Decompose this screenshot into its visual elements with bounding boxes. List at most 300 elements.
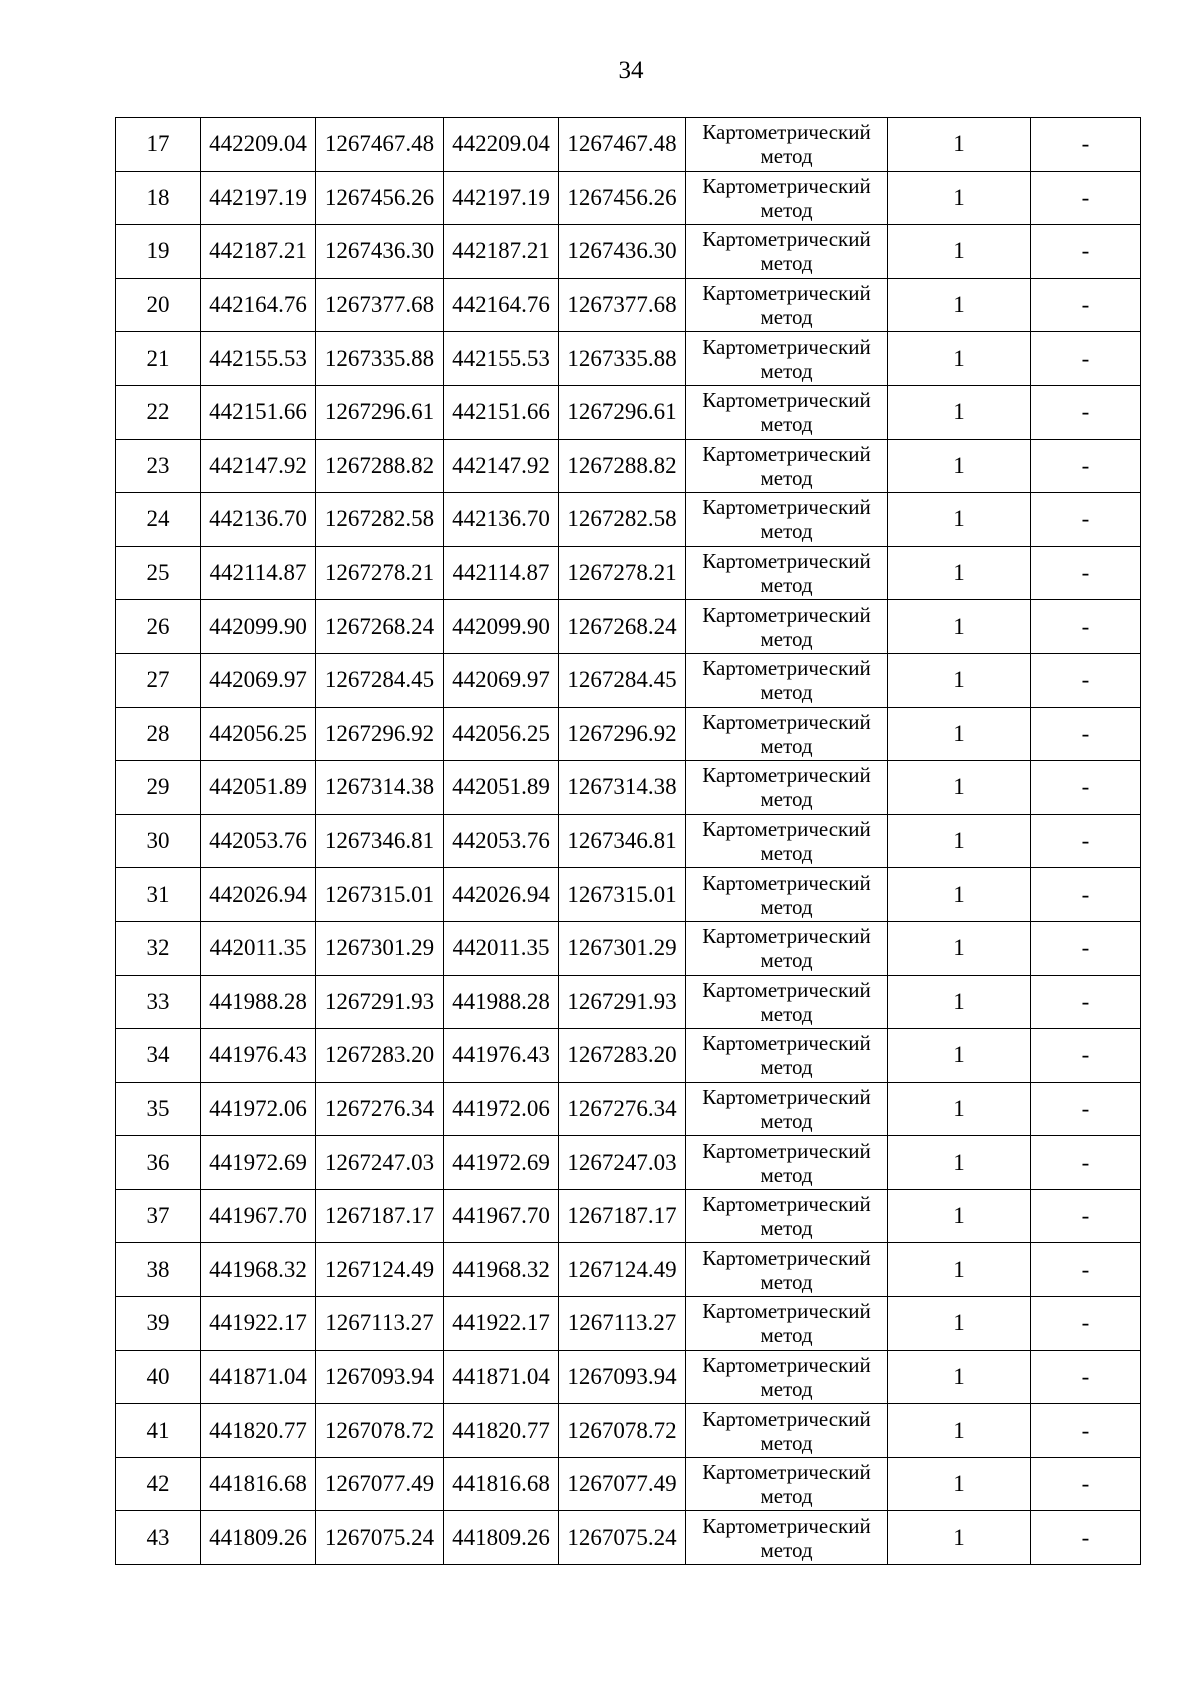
point-number-cell: 43	[116, 1511, 201, 1565]
existing-y-cell: 1267093.94	[316, 1350, 444, 1404]
table-row	[116, 118, 1141, 172]
existing-y-cell: 1267346.81	[316, 814, 444, 868]
accuracy-cell: 1	[888, 707, 1031, 761]
method-cell	[686, 653, 888, 707]
new-y-cell: 1267093.94	[559, 1350, 686, 1404]
page-number: 34	[618, 57, 644, 84]
point-number-cell: 26	[116, 600, 201, 654]
method-line: Картометрический	[702, 602, 871, 627]
new-x-cell: 442011.35	[444, 921, 559, 975]
new-y-cell: 1267075.24	[559, 1511, 686, 1565]
method-line: Картометрический	[702, 763, 871, 788]
note-cell: -	[1031, 171, 1141, 225]
new-y-cell: 1267301.29	[559, 921, 686, 975]
new-y-cell: 1267187.17	[559, 1189, 686, 1243]
point-number-cell: 17	[116, 118, 201, 172]
accuracy-cell: 1	[888, 546, 1031, 600]
method-line: Картометрический	[702, 495, 871, 520]
new-y-cell: 1267315.01	[559, 868, 686, 922]
table-row	[116, 707, 1141, 761]
method-line: Картометрический	[702, 977, 871, 1002]
point-number-cell: 28	[116, 707, 201, 761]
accuracy-cell: 1	[888, 868, 1031, 922]
existing-y-cell: 1267124.49	[316, 1243, 444, 1297]
note-cell: -	[1031, 1029, 1141, 1083]
new-x-cell: 442147.92	[444, 439, 559, 493]
existing-x-cell: 442136.70	[201, 493, 316, 547]
table-row	[116, 1243, 1141, 1297]
table-row	[116, 1029, 1141, 1083]
accuracy-cell: 1	[888, 1136, 1031, 1190]
new-x-cell: 442026.94	[444, 868, 559, 922]
existing-x-cell: 441809.26	[201, 1511, 316, 1565]
accuracy-cell: 1	[888, 1189, 1031, 1243]
method-cell	[686, 225, 888, 279]
accuracy-cell: 1	[888, 761, 1031, 815]
note-cell: -	[1031, 1404, 1141, 1458]
new-x-cell: 442164.76	[444, 278, 559, 332]
existing-x-cell: 442209.04	[201, 118, 316, 172]
accuracy-cell: 1	[888, 118, 1031, 172]
existing-x-cell: 442147.92	[201, 439, 316, 493]
new-y-cell: 1267291.93	[559, 975, 686, 1029]
note-cell: -	[1031, 1082, 1141, 1136]
new-x-cell: 441967.70	[444, 1189, 559, 1243]
point-number-cell: 38	[116, 1243, 201, 1297]
method-line: метод	[760, 733, 813, 758]
method-line: метод	[760, 680, 813, 705]
existing-x-cell: 441988.28	[201, 975, 316, 1029]
method-line: метод	[760, 1162, 813, 1187]
method-cell	[686, 921, 888, 975]
new-x-cell: 441820.77	[444, 1404, 559, 1458]
existing-x-cell: 441968.32	[201, 1243, 316, 1297]
note-cell: -	[1031, 332, 1141, 386]
table-row	[116, 1350, 1141, 1404]
point-number-cell: 19	[116, 225, 201, 279]
new-x-cell: 442114.87	[444, 546, 559, 600]
accuracy-cell: 1	[888, 1082, 1031, 1136]
new-y-cell: 1267278.21	[559, 546, 686, 600]
existing-y-cell: 1267077.49	[316, 1457, 444, 1511]
accuracy-cell: 1	[888, 439, 1031, 493]
table-row	[116, 921, 1141, 975]
existing-y-cell: 1267187.17	[316, 1189, 444, 1243]
new-x-cell: 441871.04	[444, 1350, 559, 1404]
note-cell: -	[1031, 1136, 1141, 1190]
new-x-cell: 442051.89	[444, 761, 559, 815]
note-cell: -	[1031, 707, 1141, 761]
point-number-cell: 29	[116, 761, 201, 815]
note-cell: -	[1031, 493, 1141, 547]
existing-x-cell: 441976.43	[201, 1029, 316, 1083]
method-cell	[686, 1511, 888, 1565]
method-line: метод	[760, 305, 813, 330]
point-number-cell: 34	[116, 1029, 201, 1083]
table-row	[116, 1457, 1141, 1511]
accuracy-cell: 1	[888, 225, 1031, 279]
point-number-cell: 22	[116, 385, 201, 439]
existing-x-cell: 441972.06	[201, 1082, 316, 1136]
method-cell	[686, 1404, 888, 1458]
method-cell	[686, 1029, 888, 1083]
table-row	[116, 868, 1141, 922]
point-number-cell: 27	[116, 653, 201, 707]
accuracy-cell: 1	[888, 1029, 1031, 1083]
method-cell	[686, 118, 888, 172]
method-line: метод	[760, 412, 813, 437]
method-cell	[686, 1082, 888, 1136]
method-line: Картометрический	[702, 388, 871, 413]
new-y-cell: 1267283.20	[559, 1029, 686, 1083]
table-row	[116, 653, 1141, 707]
accuracy-cell: 1	[888, 171, 1031, 225]
note-cell: -	[1031, 1189, 1141, 1243]
method-line: Картометрический	[702, 334, 871, 359]
new-y-cell: 1267288.82	[559, 439, 686, 493]
new-y-cell: 1267335.88	[559, 332, 686, 386]
existing-y-cell: 1267335.88	[316, 332, 444, 386]
new-y-cell: 1267276.34	[559, 1082, 686, 1136]
new-x-cell: 441968.32	[444, 1243, 559, 1297]
new-x-cell: 442053.76	[444, 814, 559, 868]
new-x-cell: 441816.68	[444, 1457, 559, 1511]
method-line: Картометрический	[702, 656, 871, 681]
method-line: Картометрический	[702, 1245, 871, 1270]
point-number-cell: 25	[116, 546, 201, 600]
table-row	[116, 385, 1141, 439]
method-cell	[686, 1136, 888, 1190]
new-x-cell: 442056.25	[444, 707, 559, 761]
existing-x-cell: 441871.04	[201, 1350, 316, 1404]
point-number-cell: 39	[116, 1297, 201, 1351]
method-line: метод	[760, 948, 813, 973]
accuracy-cell: 1	[888, 493, 1031, 547]
coordinates-table	[115, 117, 1141, 1565]
table-row	[116, 1404, 1141, 1458]
method-line: Картометрический	[702, 120, 871, 145]
new-x-cell: 441809.26	[444, 1511, 559, 1565]
point-number-cell: 20	[116, 278, 201, 332]
method-cell	[686, 332, 888, 386]
new-x-cell: 442069.97	[444, 653, 559, 707]
method-line: метод	[760, 1484, 813, 1509]
existing-x-cell: 441816.68	[201, 1457, 316, 1511]
table-row	[116, 814, 1141, 868]
table-row	[116, 1082, 1141, 1136]
existing-x-cell: 441967.70	[201, 1189, 316, 1243]
method-cell	[686, 1457, 888, 1511]
note-cell: -	[1031, 600, 1141, 654]
method-cell	[686, 1243, 888, 1297]
accuracy-cell: 1	[888, 332, 1031, 386]
point-number-cell: 37	[116, 1189, 201, 1243]
note-cell: -	[1031, 118, 1141, 172]
method-cell	[686, 278, 888, 332]
existing-y-cell: 1267296.92	[316, 707, 444, 761]
table-row	[116, 439, 1141, 493]
existing-y-cell: 1267247.03	[316, 1136, 444, 1190]
method-line: метод	[760, 519, 813, 544]
method-line: метод	[760, 1376, 813, 1401]
new-y-cell: 1267456.26	[559, 171, 686, 225]
existing-x-cell: 442069.97	[201, 653, 316, 707]
method-line: Картометрический	[702, 817, 871, 842]
new-y-cell: 1267268.24	[559, 600, 686, 654]
existing-y-cell: 1267314.38	[316, 761, 444, 815]
table-row	[116, 332, 1141, 386]
existing-x-cell: 442051.89	[201, 761, 316, 815]
method-line: Картометрический	[702, 1031, 871, 1056]
method-line: Картометрический	[702, 1352, 871, 1377]
new-x-cell: 441988.28	[444, 975, 559, 1029]
method-cell	[686, 868, 888, 922]
method-cell	[686, 761, 888, 815]
existing-x-cell: 442187.21	[201, 225, 316, 279]
new-x-cell: 441976.43	[444, 1029, 559, 1083]
method-line: Картометрический	[702, 1138, 871, 1163]
existing-x-cell: 442164.76	[201, 278, 316, 332]
table-row	[116, 1511, 1141, 1565]
new-y-cell: 1267124.49	[559, 1243, 686, 1297]
existing-x-cell: 442099.90	[201, 600, 316, 654]
note-cell: -	[1031, 868, 1141, 922]
method-cell	[686, 975, 888, 1029]
point-number-cell: 36	[116, 1136, 201, 1190]
existing-y-cell: 1267467.48	[316, 118, 444, 172]
method-line: метод	[760, 1323, 813, 1348]
point-number-cell: 18	[116, 171, 201, 225]
table-row	[116, 600, 1141, 654]
new-y-cell: 1267284.45	[559, 653, 686, 707]
method-line: метод	[760, 1108, 813, 1133]
method-cell	[686, 1297, 888, 1351]
point-number-cell: 41	[116, 1404, 201, 1458]
method-line: метод	[760, 1001, 813, 1026]
existing-x-cell: 442053.76	[201, 814, 316, 868]
table-row	[116, 171, 1141, 225]
table-row	[116, 975, 1141, 1029]
existing-x-cell: 442155.53	[201, 332, 316, 386]
new-y-cell: 1267467.48	[559, 118, 686, 172]
note-cell: -	[1031, 1511, 1141, 1565]
existing-y-cell: 1267377.68	[316, 278, 444, 332]
new-y-cell: 1267346.81	[559, 814, 686, 868]
new-y-cell: 1267282.58	[559, 493, 686, 547]
new-y-cell: 1267314.38	[559, 761, 686, 815]
point-number-cell: 23	[116, 439, 201, 493]
note-cell: -	[1031, 439, 1141, 493]
new-y-cell: 1267296.61	[559, 385, 686, 439]
new-y-cell: 1267296.92	[559, 707, 686, 761]
table-row	[116, 493, 1141, 547]
method-line: метод	[760, 573, 813, 598]
table-row	[116, 1189, 1141, 1243]
table-row	[116, 1136, 1141, 1190]
new-x-cell: 441922.17	[444, 1297, 559, 1351]
note-cell: -	[1031, 385, 1141, 439]
existing-x-cell: 442151.66	[201, 385, 316, 439]
note-cell: -	[1031, 653, 1141, 707]
existing-y-cell: 1267278.21	[316, 546, 444, 600]
method-line: метод	[760, 465, 813, 490]
table-row	[116, 1297, 1141, 1351]
new-x-cell: 442155.53	[444, 332, 559, 386]
new-x-cell: 442197.19	[444, 171, 559, 225]
table-row	[116, 225, 1141, 279]
note-cell: -	[1031, 1457, 1141, 1511]
point-number-cell: 24	[116, 493, 201, 547]
point-number-cell: 21	[116, 332, 201, 386]
point-number-cell: 42	[116, 1457, 201, 1511]
accuracy-cell: 1	[888, 814, 1031, 868]
existing-x-cell: 442011.35	[201, 921, 316, 975]
method-line: метод	[760, 251, 813, 276]
table-row	[116, 278, 1141, 332]
existing-x-cell: 442114.87	[201, 546, 316, 600]
existing-y-cell: 1267075.24	[316, 1511, 444, 1565]
point-number-cell: 32	[116, 921, 201, 975]
method-cell	[686, 385, 888, 439]
note-cell: -	[1031, 225, 1141, 279]
method-cell	[686, 707, 888, 761]
method-line: метод	[760, 1269, 813, 1294]
existing-y-cell: 1267113.27	[316, 1297, 444, 1351]
accuracy-cell: 1	[888, 385, 1031, 439]
method-cell	[686, 1189, 888, 1243]
method-line: Картометрический	[702, 924, 871, 949]
new-x-cell: 442187.21	[444, 225, 559, 279]
point-number-cell: 35	[116, 1082, 201, 1136]
method-line: Картометрический	[702, 1513, 871, 1538]
note-cell: -	[1031, 761, 1141, 815]
existing-y-cell: 1267436.30	[316, 225, 444, 279]
method-line: Картометрический	[702, 441, 871, 466]
accuracy-cell: 1	[888, 1511, 1031, 1565]
method-line: метод	[760, 197, 813, 222]
method-line: метод	[760, 358, 813, 383]
point-number-cell: 40	[116, 1350, 201, 1404]
point-number-cell: 31	[116, 868, 201, 922]
method-line: метод	[760, 1537, 813, 1562]
existing-x-cell: 441922.17	[201, 1297, 316, 1351]
method-line: метод	[760, 841, 813, 866]
existing-y-cell: 1267284.45	[316, 653, 444, 707]
new-y-cell: 1267247.03	[559, 1136, 686, 1190]
existing-y-cell: 1267315.01	[316, 868, 444, 922]
existing-x-cell: 441972.69	[201, 1136, 316, 1190]
new-x-cell: 441972.06	[444, 1082, 559, 1136]
table-body	[116, 118, 1141, 1565]
existing-y-cell: 1267291.93	[316, 975, 444, 1029]
accuracy-cell: 1	[888, 653, 1031, 707]
accuracy-cell: 1	[888, 600, 1031, 654]
method-cell	[686, 814, 888, 868]
note-cell: -	[1031, 1297, 1141, 1351]
accuracy-cell: 1	[888, 1457, 1031, 1511]
method-cell	[686, 439, 888, 493]
method-line: Картометрический	[702, 549, 871, 574]
note-cell: -	[1031, 1243, 1141, 1297]
method-cell	[686, 493, 888, 547]
accuracy-cell: 1	[888, 278, 1031, 332]
method-line: метод	[760, 787, 813, 812]
new-y-cell: 1267113.27	[559, 1297, 686, 1351]
existing-y-cell: 1267283.20	[316, 1029, 444, 1083]
method-line: Картометрический	[702, 173, 871, 198]
new-x-cell: 442136.70	[444, 493, 559, 547]
method-line: метод	[760, 894, 813, 919]
existing-y-cell: 1267276.34	[316, 1082, 444, 1136]
method-line: Картометрический	[702, 227, 871, 252]
method-line: Картометрический	[702, 1460, 871, 1485]
note-cell: -	[1031, 921, 1141, 975]
accuracy-cell: 1	[888, 1350, 1031, 1404]
new-y-cell: 1267077.49	[559, 1457, 686, 1511]
method-line: Картометрический	[702, 281, 871, 306]
method-line: Картометрический	[702, 1406, 871, 1431]
method-line: метод	[760, 626, 813, 651]
accuracy-cell: 1	[888, 1243, 1031, 1297]
table-row	[116, 546, 1141, 600]
existing-y-cell: 1267288.82	[316, 439, 444, 493]
note-cell: -	[1031, 278, 1141, 332]
accuracy-cell: 1	[888, 975, 1031, 1029]
method-line: метод	[760, 1430, 813, 1455]
method-line: Картометрический	[702, 870, 871, 895]
method-cell	[686, 171, 888, 225]
point-number-cell: 30	[116, 814, 201, 868]
existing-x-cell: 441820.77	[201, 1404, 316, 1458]
note-cell: -	[1031, 975, 1141, 1029]
method-line: Картометрический	[702, 1192, 871, 1217]
new-x-cell: 442099.90	[444, 600, 559, 654]
existing-x-cell: 442026.94	[201, 868, 316, 922]
existing-y-cell: 1267078.72	[316, 1404, 444, 1458]
method-line: метод	[760, 1055, 813, 1080]
existing-y-cell: 1267456.26	[316, 171, 444, 225]
method-cell	[686, 600, 888, 654]
existing-y-cell: 1267296.61	[316, 385, 444, 439]
new-x-cell: 441972.69	[444, 1136, 559, 1190]
new-y-cell: 1267078.72	[559, 1404, 686, 1458]
method-cell	[686, 546, 888, 600]
note-cell: -	[1031, 1350, 1141, 1404]
accuracy-cell: 1	[888, 1297, 1031, 1351]
new-x-cell: 442209.04	[444, 118, 559, 172]
method-line: метод	[760, 144, 813, 169]
note-cell: -	[1031, 546, 1141, 600]
point-number-cell: 33	[116, 975, 201, 1029]
accuracy-cell: 1	[888, 921, 1031, 975]
existing-x-cell: 442197.19	[201, 171, 316, 225]
accuracy-cell: 1	[888, 1404, 1031, 1458]
new-x-cell: 442151.66	[444, 385, 559, 439]
existing-y-cell: 1267268.24	[316, 600, 444, 654]
method-line: Картометрический	[702, 1299, 871, 1324]
new-y-cell: 1267436.30	[559, 225, 686, 279]
method-line: Картометрический	[702, 1084, 871, 1109]
note-cell: -	[1031, 814, 1141, 868]
existing-y-cell: 1267301.29	[316, 921, 444, 975]
new-y-cell: 1267377.68	[559, 278, 686, 332]
existing-y-cell: 1267282.58	[316, 493, 444, 547]
existing-x-cell: 442056.25	[201, 707, 316, 761]
table-row	[116, 761, 1141, 815]
method-line: Картометрический	[702, 709, 871, 734]
method-line: метод	[760, 1216, 813, 1241]
method-cell	[686, 1350, 888, 1404]
